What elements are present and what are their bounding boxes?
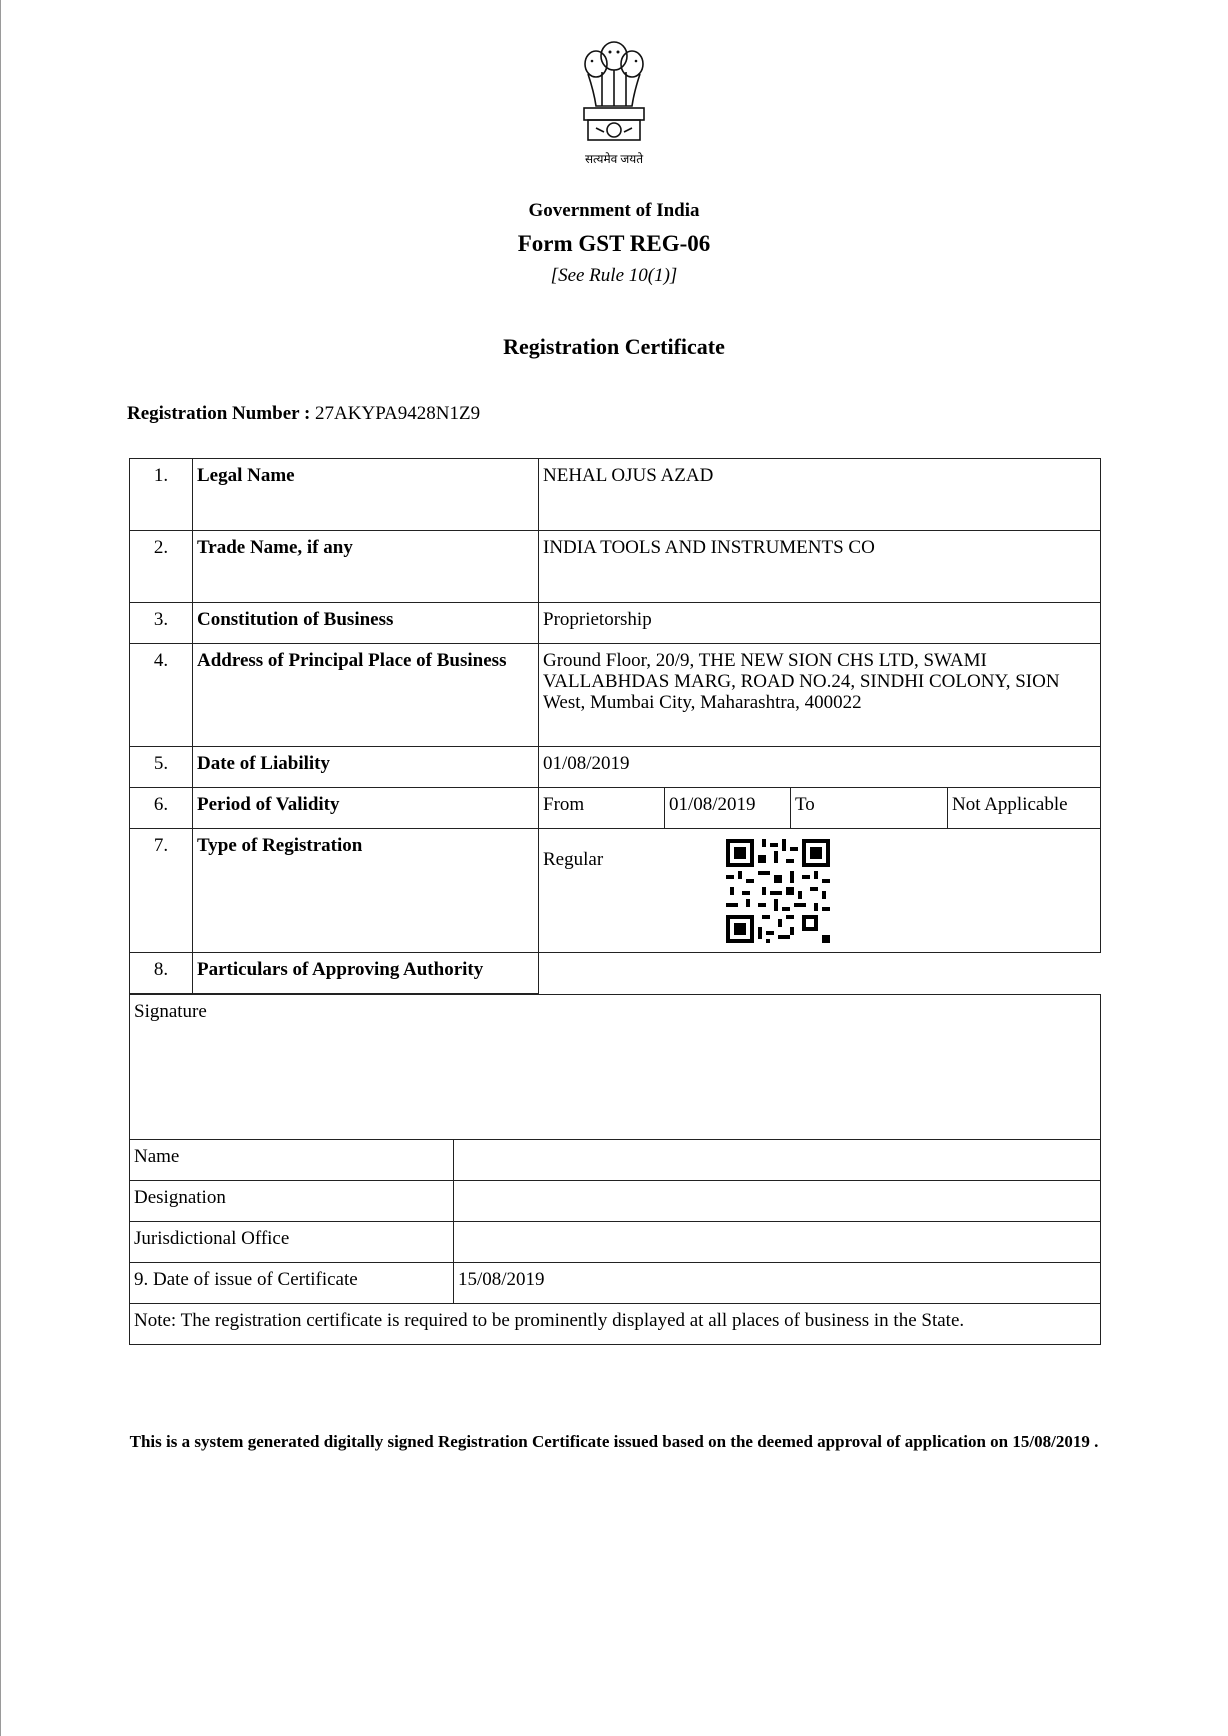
table-row: [130, 1304, 1101, 1345]
table-row: [130, 644, 1101, 747]
row-label: Trade Name, if any: [193, 531, 539, 603]
row-number: 6.: [130, 788, 193, 829]
registration-type-value: Regular: [543, 849, 604, 870]
system-generated-footer: This is a system generated digitally signed Registration Certificate issued based on the deemed approval of application on 15/08/2019 .: [129, 1432, 1099, 1451]
table-row: [130, 1222, 1101, 1263]
signature-label: Signature: [130, 995, 1101, 1140]
row-number: 2.: [130, 531, 193, 603]
validity-from-label: From: [539, 788, 665, 829]
validity-to-label: To: [791, 788, 948, 829]
row-number: 8.: [130, 953, 193, 994]
table-row: [130, 747, 1101, 788]
address-value: Ground Floor, 20/9, THE NEW SION CHS LTD, SWAMI VALLABHDAS MARG, ROAD NO.24, SINDHI COLONY, SION West, Mumbai City, Maharashtra, 400022: [539, 644, 1101, 747]
row-number: 4.: [130, 644, 193, 747]
issue-date-value: 15/08/2019: [454, 1263, 1101, 1304]
state-emblem-icon: [574, 34, 654, 166]
approving-authority-table: [129, 994, 1101, 1345]
table-row: [130, 1140, 1101, 1181]
registration-type-cell: [539, 829, 1101, 953]
approving-authority-value: [539, 953, 1101, 994]
table-row: [130, 788, 1101, 829]
jurisdictional-office-label: Jurisdictional Office: [130, 1222, 454, 1263]
table-row: [130, 1263, 1101, 1304]
row-label: Date of Liability: [193, 747, 539, 788]
row-label: Period of Validity: [193, 788, 539, 829]
row-number: 1.: [130, 459, 193, 531]
signature-row: [130, 995, 1101, 1140]
emblem-motto: सत्यमेव जयते: [584, 152, 644, 166]
row-number: 5.: [130, 747, 193, 788]
registration-number-label: Registration Number :: [127, 403, 311, 424]
jurisdictional-office-value: [454, 1222, 1101, 1263]
validity-from-value: 01/08/2019: [665, 788, 791, 829]
table-row: [130, 603, 1101, 644]
name-value: [454, 1140, 1101, 1181]
legal-name-value: NEHAL OJUS AZAD: [539, 459, 1101, 531]
registration-number: [127, 403, 480, 425]
row-number: 3.: [130, 603, 193, 644]
certificate-title: Registration Certificate: [503, 334, 725, 359]
table-row: [130, 829, 1101, 953]
page-edge-line: [0, 0, 1, 1736]
table-row: [130, 459, 1101, 531]
table-row: [130, 1181, 1101, 1222]
qr-code-icon: [726, 839, 830, 943]
row-label: Address of Principal Place of Business: [193, 644, 539, 747]
form-title: Form GST REG-06: [517, 231, 711, 256]
row-label: Particulars of Approving Authority: [193, 953, 539, 994]
registration-details-table: [129, 458, 1101, 994]
table-row: [130, 953, 1101, 994]
registration-number-value: 27AKYPA9428N1Z9: [315, 403, 481, 424]
validity-to-value: Not Applicable: [948, 788, 1101, 829]
constitution-value: Proprietorship: [539, 603, 1101, 644]
row-label: Type of Registration: [193, 829, 539, 953]
row-label: Constitution of Business: [193, 603, 539, 644]
row-label: Legal Name: [193, 459, 539, 531]
trade-name-value: INDIA TOOLS AND INSTRUMENTS CO: [539, 531, 1101, 603]
row-number: 7.: [130, 829, 193, 953]
government-heading: Government of India: [528, 200, 700, 221]
designation-label: Designation: [130, 1181, 454, 1222]
table-row: [130, 531, 1101, 603]
name-label: Name: [130, 1140, 454, 1181]
display-note: Note: The registration certificate is required to be prominently displayed at all places of business in the State.: [130, 1304, 1101, 1345]
designation-value: [454, 1181, 1101, 1222]
issue-date-label: 9. Date of issue of Certificate: [130, 1263, 454, 1304]
rule-reference: [See Rule 10(1)]: [550, 265, 678, 286]
date-of-liability-value: 01/08/2019: [539, 747, 1101, 788]
